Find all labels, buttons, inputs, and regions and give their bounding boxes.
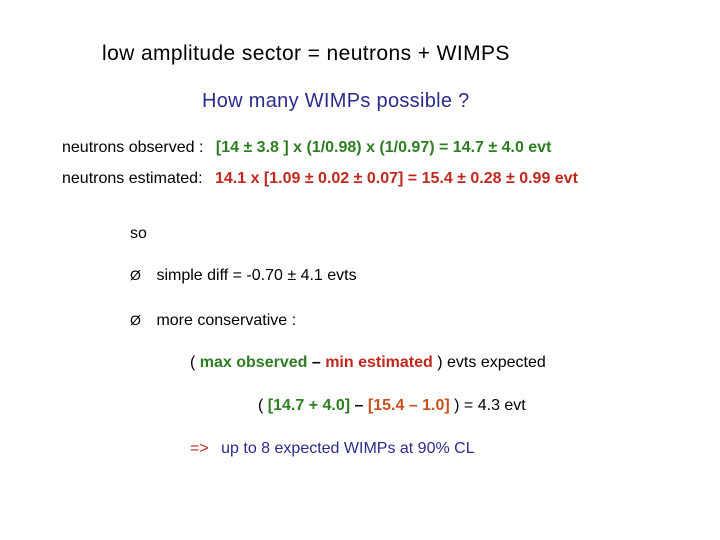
calc-open: ( — [258, 397, 264, 414]
observed-value: [14 ± 3.8 ] x (1/0.98) x (1/0.97) = 14.7 ± 4.0 evt — [215, 139, 552, 156]
calc-line — [258, 397, 526, 415]
conclusion-text: up to 8 expected WIMPs at 90% CL — [221, 440, 475, 457]
bullet-conservative — [130, 312, 296, 330]
slide-subtitle: How many WIMPs possible ? — [202, 90, 470, 112]
calc-observed-term: [14.7 + 4.0] — [267, 397, 351, 414]
neutrons-observed-line — [62, 139, 551, 157]
bullet-arrow-icon: Ø — [130, 312, 141, 328]
bullet-arrow-icon: Ø — [130, 267, 141, 283]
conclusion-arrow: => — [190, 440, 209, 457]
observed-label: neutrons observed : — [62, 139, 204, 156]
slide-title: low amplitude sector = neutrons + WIMPS — [102, 42, 510, 65]
calc-estimated-term: [15.4 – 1.0] — [367, 397, 450, 414]
conservative-text: more conservative : — [156, 312, 297, 329]
formula-close: ) evts expected — [437, 354, 546, 371]
formula-max-observed: max observed — [199, 354, 308, 371]
so-text: so — [130, 225, 147, 242]
estimated-value: 14.1 x [1.09 ± 0.02 ± 0.07] = 15.4 ± 0.28 ± 0.99 evt — [214, 170, 578, 187]
calc-dash: – — [354, 397, 364, 414]
conclusion-line — [190, 440, 475, 458]
bullet-simple-diff — [130, 267, 357, 285]
neutrons-estimated-line — [62, 170, 578, 188]
formula-min-estimated: min estimated — [325, 354, 433, 371]
calc-close: ) = 4.3 evt — [454, 397, 526, 414]
formula-line — [190, 354, 546, 372]
formula-open: ( — [190, 354, 196, 371]
estimated-label: neutrons estimated: — [62, 170, 203, 187]
formula-dash: – — [311, 354, 321, 371]
simple-diff-text: simple diff = -0.70 ± 4.1 evts — [156, 267, 357, 284]
